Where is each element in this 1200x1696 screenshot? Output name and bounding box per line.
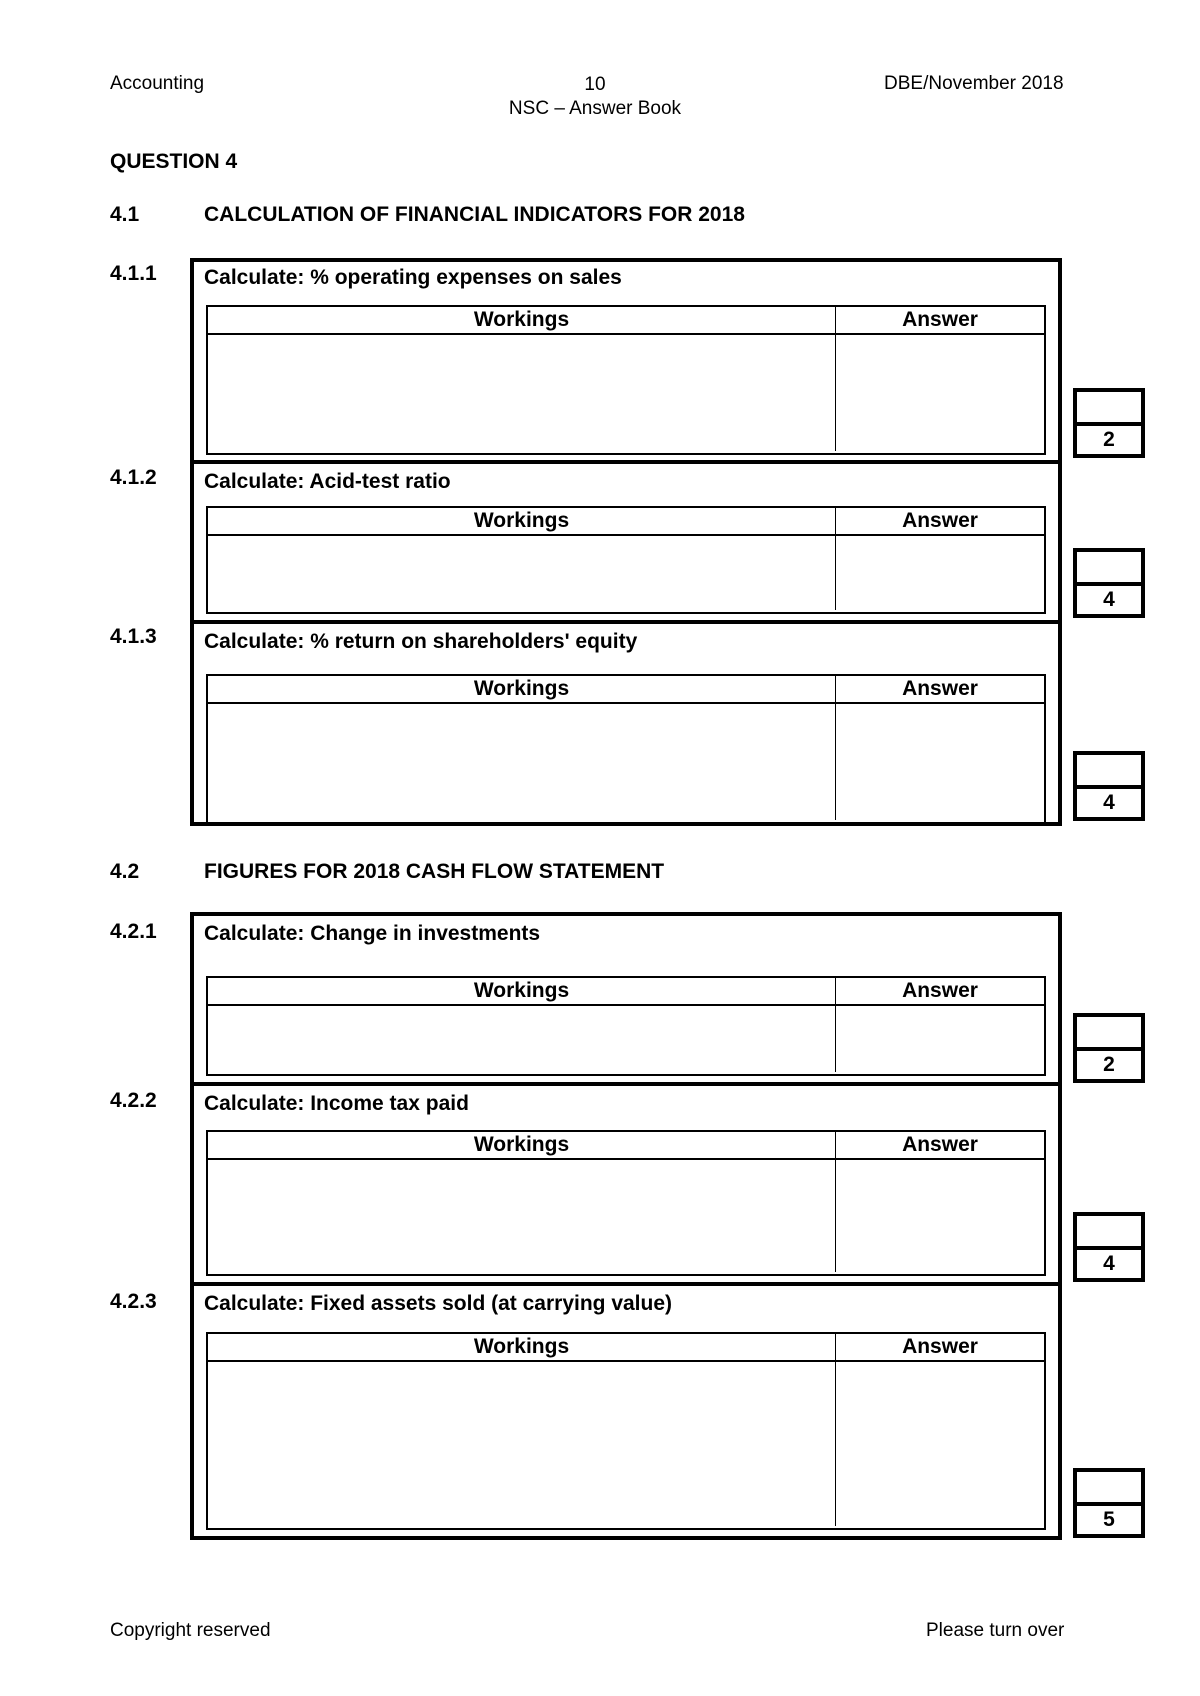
workings-table — [206, 976, 1046, 1076]
workings-table — [206, 1332, 1046, 1530]
question-number: 4.2.3 — [110, 1290, 157, 1313]
page-header-center — [500, 73, 690, 121]
question-text: Calculate: Change in investments — [204, 922, 541, 945]
answer-cell[interactable] — [836, 335, 1044, 451]
workings-table — [206, 305, 1046, 455]
marks-box — [1073, 1468, 1145, 1538]
answer-cell[interactable] — [836, 704, 1044, 820]
workings-table — [206, 674, 1046, 824]
question-text: Calculate: % return on shareholders' equity — [204, 630, 638, 653]
answer-cell[interactable] — [836, 536, 1044, 610]
workings-header: Workings — [208, 1132, 836, 1158]
question-box — [190, 912, 1062, 1086]
question-number: 4.1.1 — [110, 262, 157, 285]
marks-box — [1073, 751, 1145, 821]
workings-table-header — [208, 508, 1044, 536]
answer-header: Answer — [902, 677, 978, 700]
question-number: 4.1.3 — [110, 625, 157, 648]
marks-value: 4 — [1103, 1252, 1115, 1275]
workings-table-header — [208, 1334, 1044, 1362]
workings-table — [206, 1130, 1046, 1276]
marks-box — [1073, 388, 1145, 458]
marks-awarded-cell[interactable] — [1077, 1216, 1141, 1250]
section-number: 4.1 — [110, 203, 140, 226]
marks-value: 4 — [1103, 588, 1115, 611]
marks-box — [1073, 548, 1145, 618]
question-text: Calculate: % operating expenses on sales — [204, 266, 622, 289]
subject-label: Accounting — [110, 73, 205, 94]
workings-header: Workings — [208, 1334, 836, 1360]
marks-value: 2 — [1103, 428, 1115, 451]
marks-awarded-cell[interactable] — [1077, 1472, 1141, 1506]
workings-table — [206, 506, 1046, 614]
workings-table-header — [208, 978, 1044, 1006]
answer-header: Answer — [902, 1133, 978, 1156]
workings-cell[interactable] — [208, 1160, 836, 1272]
question-box — [190, 1082, 1062, 1286]
workings-cell[interactable] — [208, 1362, 836, 1526]
answer-cell[interactable] — [836, 1362, 1044, 1526]
question-box — [190, 1282, 1062, 1540]
question-text: Calculate: Income tax paid — [204, 1092, 469, 1115]
answer-book-label: NSC – Answer Book — [508, 98, 682, 119]
turn-over-label: Please turn over — [926, 1620, 1065, 1641]
marks-awarded-cell[interactable] — [1077, 552, 1141, 586]
workings-header: Workings — [208, 508, 836, 534]
marks-awarded-cell[interactable] — [1077, 392, 1141, 426]
answer-cell[interactable] — [836, 1160, 1044, 1272]
workings-cell[interactable] — [208, 335, 836, 451]
answer-header: Answer — [902, 979, 978, 1002]
marks-awarded-cell[interactable] — [1077, 755, 1141, 789]
workings-header: Workings — [208, 978, 836, 1004]
answer-cell[interactable] — [836, 1006, 1044, 1072]
workings-cell[interactable] — [208, 704, 836, 820]
question-number: 4.2.2 — [110, 1089, 157, 1112]
question-box — [190, 460, 1062, 624]
workings-cell[interactable] — [208, 1006, 836, 1072]
marks-value: 4 — [1103, 791, 1115, 814]
answer-header: Answer — [902, 509, 978, 532]
workings-table-header — [208, 1132, 1044, 1160]
question-box — [190, 620, 1062, 826]
workings-cell[interactable] — [208, 536, 836, 610]
workings-table-header — [208, 307, 1044, 335]
page-number: 10 — [584, 74, 606, 95]
question-text: Calculate: Fixed assets sold (at carrying value) — [204, 1292, 673, 1315]
question-title: QUESTION 4 — [110, 150, 238, 173]
workings-header: Workings — [208, 676, 836, 702]
answer-header: Answer — [902, 1335, 978, 1358]
question-number: 4.1.2 — [110, 466, 157, 489]
question-number: 4.2.1 — [110, 920, 157, 943]
workings-header: Workings — [208, 307, 836, 333]
marks-awarded-cell[interactable] — [1077, 1017, 1141, 1051]
question-box — [190, 258, 1062, 464]
section-title: FIGURES FOR 2018 CASH FLOW STATEMENT — [204, 860, 665, 883]
copyright-label: Copyright reserved — [110, 1620, 271, 1641]
marks-box — [1073, 1212, 1145, 1282]
exam-label: DBE/November 2018 — [884, 73, 1064, 94]
marks-value: 5 — [1103, 1508, 1115, 1531]
section-title: CALCULATION OF FINANCIAL INDICATORS FOR 2018 — [204, 203, 745, 226]
marks-box — [1073, 1013, 1145, 1083]
section-number: 4.2 — [110, 860, 140, 883]
answer-header: Answer — [902, 308, 978, 331]
workings-table-header — [208, 676, 1044, 704]
question-text: Calculate: Acid-test ratio — [204, 470, 451, 493]
marks-value: 2 — [1103, 1053, 1115, 1076]
